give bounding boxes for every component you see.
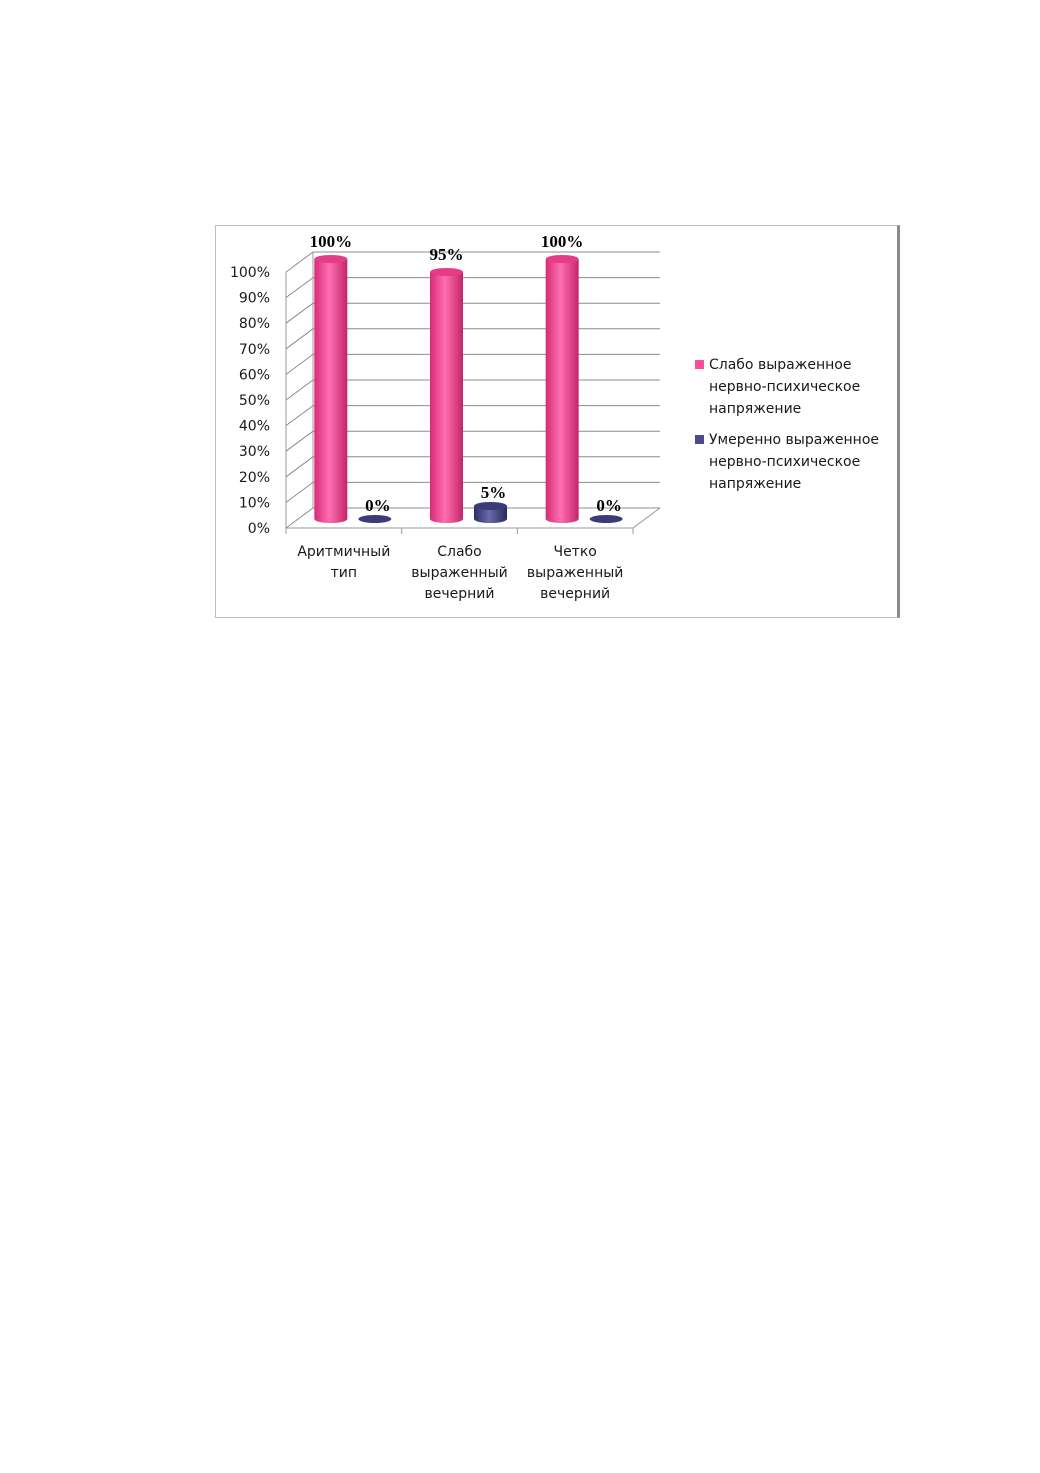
legend-entry-line: нервно-психическое (709, 379, 861, 395)
bar (430, 268, 463, 523)
bar-top (474, 502, 507, 510)
y-tick-label: 100% (229, 265, 270, 281)
x-tick-label (297, 544, 390, 581)
legend-swatch (695, 360, 704, 369)
y-tick-label: 0% (247, 521, 270, 537)
y-tick-label: 80% (238, 316, 270, 333)
x-tick-label-line: вечерний (540, 586, 611, 602)
bar-body (430, 272, 463, 523)
legend-swatch (695, 435, 704, 444)
data-label: 100% (309, 232, 353, 251)
bar-top (590, 515, 623, 523)
gridline-side (286, 431, 313, 451)
y-tick-label: 30% (238, 444, 270, 461)
x-tick-label-line: выраженный (526, 565, 624, 581)
y-tick-label: 90% (238, 290, 270, 307)
legend-entry-line: Слабо выраженное (709, 357, 852, 373)
bar-top (358, 515, 391, 523)
gridline-side (286, 508, 313, 528)
gridline-side (286, 303, 313, 323)
data-label: 0% (596, 496, 622, 515)
gridline-side (286, 406, 313, 426)
gridline-side (286, 329, 313, 349)
legend-entry-line: напряжение (709, 401, 802, 417)
legend-entry (709, 357, 860, 417)
y-tick-label: 20% (238, 469, 270, 486)
bar-body (546, 259, 579, 523)
bar (358, 515, 391, 523)
x-tick-label-line: Слабо (437, 544, 482, 560)
bar (474, 502, 507, 523)
y-tick-label: 10% (238, 495, 270, 512)
bar-body (314, 259, 347, 523)
legend-entry-line: нервно-психическое (709, 454, 861, 470)
x-tick-label-line: Четко (553, 544, 597, 560)
gridline-side (286, 457, 313, 477)
x-tick-label (527, 544, 623, 602)
x-tick-label-line: тип (330, 565, 358, 581)
legend-entry-line: Умеренно выраженное (709, 432, 880, 448)
bar-top (314, 255, 347, 263)
y-tick-label: 60% (238, 367, 270, 384)
bar (546, 255, 579, 523)
bar-top (430, 268, 463, 276)
gridline-side (286, 278, 313, 298)
y-tick-label: 70% (238, 341, 270, 358)
data-label: 100% (540, 232, 584, 251)
bar-top (546, 255, 579, 263)
data-label: 95% (429, 245, 464, 264)
y-tick-label: 50% (238, 393, 270, 409)
y-tick-label: 40% (238, 418, 270, 435)
chart-frame (215, 225, 900, 618)
x-tick-label-line: выраженный (411, 565, 508, 581)
gridline-side (286, 252, 313, 272)
legend-entry (709, 432, 879, 492)
gridline-side (286, 354, 313, 374)
data-label: 0% (365, 496, 391, 515)
x-tick-label-line: Аритмичный (297, 544, 391, 560)
floor-edge (633, 508, 660, 528)
x-tick-label (411, 544, 507, 602)
x-tick-label-line: вечерний (424, 586, 495, 602)
data-label: 5% (480, 483, 507, 502)
bar (590, 515, 623, 523)
gridline-side (286, 380, 313, 400)
bar-chart (216, 226, 901, 619)
gridline-side (286, 482, 313, 502)
bar (314, 255, 347, 523)
legend-entry-line: напряжение (709, 476, 802, 492)
